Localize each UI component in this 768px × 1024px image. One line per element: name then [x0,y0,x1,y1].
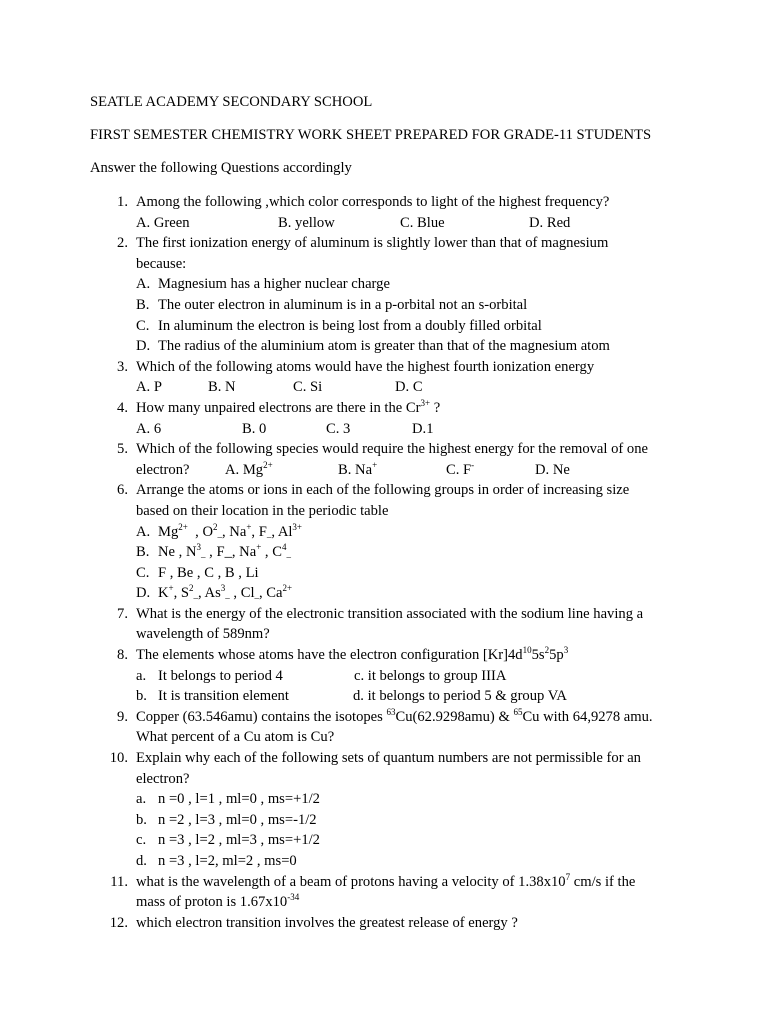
question-text: based on their location in the periodic table [136,502,389,519]
question-number: 6. [117,482,128,499]
option-label: b. [136,688,147,705]
option-d [0,336,768,357]
option-label: D. [136,338,151,355]
question-11 [0,872,768,893]
option-label: a. [136,791,147,808]
question-number: 4. [117,399,128,416]
question-5 [0,439,768,460]
question-number: 10. [109,750,128,767]
question-number: 8. [117,647,128,664]
option-label: c. [136,832,147,849]
question-1-options [0,213,768,234]
option-c [0,316,768,337]
worksheet-title: FIRST SEMESTER CHEMISTRY WORK SHEET PREPARED FOR GRADE-11 STUDENTS [90,127,652,143]
question-text: The elements whose atoms have the electron configuration $[Kr]4d^{10}5s^25p^3$ [136,645,569,664]
question-text: Which of the following atoms would have the highest fourth ionization energy [136,358,595,375]
instructions: Answer the following Questions accordingly [90,160,352,176]
option-a: A. $Mg^{2+}$ [225,459,273,478]
option-c: C. F- [446,459,475,478]
question-7 [0,604,768,625]
option-label: D. [136,585,151,602]
question-7-continued [0,624,768,645]
question-9 [0,707,768,728]
question-11-continued [0,892,768,913]
option-c: C. Si [293,379,323,396]
option-text: In aluminum the electron is being lost from a doubly filled orbital [158,317,542,334]
question-8-options-row-1 [0,666,768,687]
question-10-continued [0,769,768,790]
question-number: 1. [117,194,128,210]
option-a: A. Green [136,214,190,231]
option-text: c. it belongs to group IIIA [354,667,507,684]
option-text: It belongs to period 4 [158,667,283,684]
option-d: D.1 [412,420,434,437]
question-text: electron? [136,770,190,787]
question-text: Arrange the atoms or ions in each of the following groups in order of increasing size [136,482,630,499]
option-b [0,810,768,831]
option-text: It is transition element [158,688,289,705]
option-a [0,789,768,810]
option-text: K+, $S^2_-$, $As^3_-$ , $Cl_-$, $Ca^{2+}$ [158,583,293,604]
question-5-options [0,460,768,481]
option-label: C. [136,564,150,581]
question-text: Which of the following species would require the highest energy for the removal of one [136,441,648,458]
option-c [0,563,768,584]
question-text: Copper (63.546amu) contains the isotopes $^{63}$Cu(62.9298amu) & $^{65}$Cu with 64,9278 amu. [136,706,653,725]
option-d: D. Red [529,214,571,231]
question-10 [0,748,768,769]
question-list [0,192,768,933]
option-text: d. it belongs to period 5 & group VA [353,688,567,705]
option-text: The radius of the aluminium atom is greater than that of the magnesium atom [158,338,610,355]
option-b: B. yellow [278,214,335,231]
question-text: What percent of a Cu atom is Cu? [136,729,335,746]
question-6-continued [0,501,768,522]
question-2-continued [0,254,768,275]
option-label: A. [136,276,151,293]
question-number: 11. [110,873,128,890]
question-4-options [0,419,768,440]
option-b: B. 0 [242,420,267,437]
question-text: Explain why each of the following sets of quantum numbers are not permissible for an [136,750,641,767]
option-label: C. [136,317,150,334]
option-text: $Mg^{2+}$ , $O^2_-$, Na+, $F_-$, $Al^{3+}$ [158,521,302,542]
question-4 [0,398,768,419]
question-number: 7. [117,605,128,622]
option-label: d. [136,853,147,869]
option-text: The outer electron in aluminum is in a p-orbital not an s-orbital [158,296,528,313]
option-text: Magnesium has a higher nuclear charge [158,276,390,293]
option-label: a. [136,667,147,684]
option-b [0,542,768,563]
option-d [0,851,768,872]
option-d: D. C [395,379,423,396]
option-label: B. [136,296,150,313]
option-text: Ne , $N^3_-$ , F_, Na+ , $C^4_-$ [158,542,291,562]
option-a: A. P [136,379,162,396]
question-3 [0,357,768,378]
option-c [0,830,768,851]
question-number: 12. [109,914,128,931]
question-number: 2. [117,235,128,252]
question-text: electron? [136,461,190,478]
question-6 [0,480,768,501]
option-d [0,583,768,604]
option-label: B. [136,544,150,561]
option-label: A. [136,523,151,540]
option-a: A. 6 [136,420,162,437]
question-text: What is the energy of the electronic transition associated with the sodium line having a [136,605,644,622]
question-text: Among the following ,which color corresponds to light of the highest frequency? [136,194,610,210]
option-text: n =2 , l=3 , ml=0 , ms=-1/2 [158,811,317,828]
option-text: n =3 , l=2 , ml=3 , ms=+1/2 [158,832,320,849]
option-label: b. [136,811,147,828]
question-text: mass of proton is $1.67x10^{-34}$ [136,892,300,911]
question-text: which electron transition involves the greatest release of energy ? [136,914,518,931]
question-1 [0,192,768,213]
option-b: B. Na+ [338,459,378,478]
question-text: because: [136,255,187,272]
question-text: How many unpaired electrons are there in the $Cr^{3+}$ ? [136,398,441,416]
question-number: 3. [117,358,128,375]
school-name: SEATLE ACADEMY SECONDARY SCHOOL [90,94,373,110]
question-number: 9. [117,708,128,725]
option-a [0,522,768,543]
option-b: B. N [208,379,236,396]
question-number: 5. [117,441,128,458]
option-text: n =0 , l=1 , ml=0 , ms=+1/2 [158,791,320,808]
question-3-options [0,377,768,398]
question-2 [0,233,768,254]
option-b [0,295,768,316]
question-text: what is the wavelength of a beam of protons having a velocity of $1.38x10^7$ cm/s if the [136,871,636,890]
question-9-continued [0,727,768,748]
option-text: F , Be , C , B , Li [158,564,259,581]
question-text: wavelength of 589nm? [136,626,270,643]
question-12 [0,913,768,934]
option-text: n =3 , l=2, ml=2 , ms=0 [158,853,297,869]
question-text: The first ionization energy of aluminum is slightly lower than that of magnesium [136,235,609,252]
option-d: D. Ne [535,461,570,478]
question-8 [0,645,768,666]
option-a [0,274,768,295]
question-8-options-row-2 [0,686,768,707]
option-c: C. Blue [400,214,445,231]
option-c: C. 3 [326,420,351,437]
